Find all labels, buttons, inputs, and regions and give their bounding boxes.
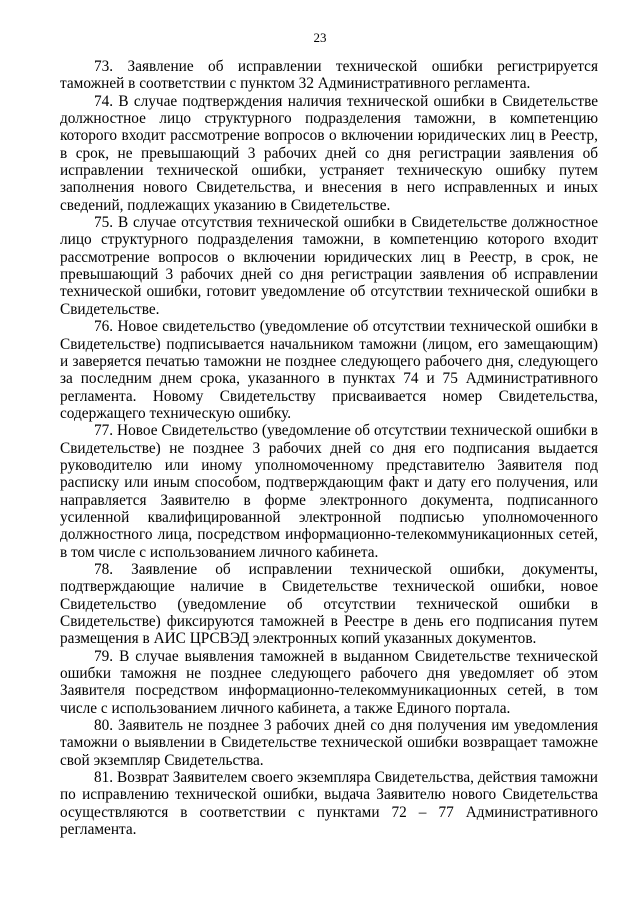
document-body — [60, 58, 598, 838]
paragraph-74: 74. В случае подтверждения наличия технической ошибки в Свидетельстве должностное лицо структурного подразделения таможни, в компетенцию которого входит рассмотрение вопросов о включении юридических лиц в Реестр, в срок, не превышающий 3 рабочих дней со дня регистрации заявления об исправлении технической ошибки, устраняет техническую ошибку путем заполнения нового Свидетельства, и внесения в него исправленных и иных сведений, подлежащих указанию в Свидетельстве. — [60, 92, 598, 214]
page-number: 23 — [313, 30, 327, 45]
paragraph-78: 78. Заявление об исправлении технической ошибки, документы, подтверждающие наличие в Свидетельстве технической ошибки, новое Свидетельство (уведомление об отсутствии технической ошибки в Свидетельстве) фиксируются таможней в Реестре в день его подписания путем размещения в АИС ЦРСВЭД электронных копий указанных документов. — [60, 560, 598, 648]
paragraph-75: 75. В случае отсутствия технической ошибки в Свидетельстве должностное лицо структурного подразделения таможни, в компетенцию которого входит рассмотрение вопросов о включении юридических лиц в Реестр, в срок, не превышающий 3 рабочих дней со дня регистрации заявления об исправлении технической ошибки, готовит уведомление об отсутствии технической ошибки в Свидетельстве. — [60, 214, 598, 318]
paragraph-77: 77. Новое Свидетельство (уведомление об отсутствии технической ошибки в Свидетельстве) не позднее 3 рабочих дней со дня его подписания выдается руководителю или иному уполномоченному представителю Заявителя под расписку или иным способом, подтверждающим факт и дату его получения, или направляется Заявителю в форме электронного документа, подписанного усиленной квалифицированной электронной подписью уполномоченного должностного лица, посредством информационно-телекоммуникационных сетей, в том числе с использованием личного кабинета. — [60, 422, 598, 561]
paragraph-73: 73. Заявление об исправлении технической ошибки регистрируется таможней в соответствии с пунктом 32 Административного регламента. — [60, 58, 598, 93]
paragraph-76: 76. Новое свидетельство (уведомление об отсутствии технической ошибки в Свидетельстве) подписывается начальником таможни (лицом, его замещающим) и заверяется печатью таможни не позднее следующего рабочего дня, следующего за последним днем срока, указанного в пунктах 74 и 75 Административного регламента. Новому Свидетельству присваивается номер Свидетельства, содержащего техническую ошибку. — [60, 318, 598, 422]
paragraph-81: 81. Возврат Заявителем своего экземпляра Свидетельства, действия таможни по исправлению технической ошибки, выдача Заявителю нового Свидетельства осуществляются в соответствии с пунктами 72 – 77 Административного регламента. — [60, 769, 598, 839]
paragraph-80: 80. Заявитель не позднее 3 рабочих дней со дня получения им уведомления таможни о выявлении в Свидетельстве технической ошибки возвращает таможне свой экземпляр Свидетельства. — [60, 717, 598, 769]
paragraph-79: 79. В случае выявления таможней в выданном Свидетельстве технической ошибки таможня не позднее следующего рабочего дня уведомляет об этом Заявителя посредством информационно-телекоммуникационных сетей, в том числе с использованием личного кабинета, а также Единого портала. — [60, 647, 598, 717]
